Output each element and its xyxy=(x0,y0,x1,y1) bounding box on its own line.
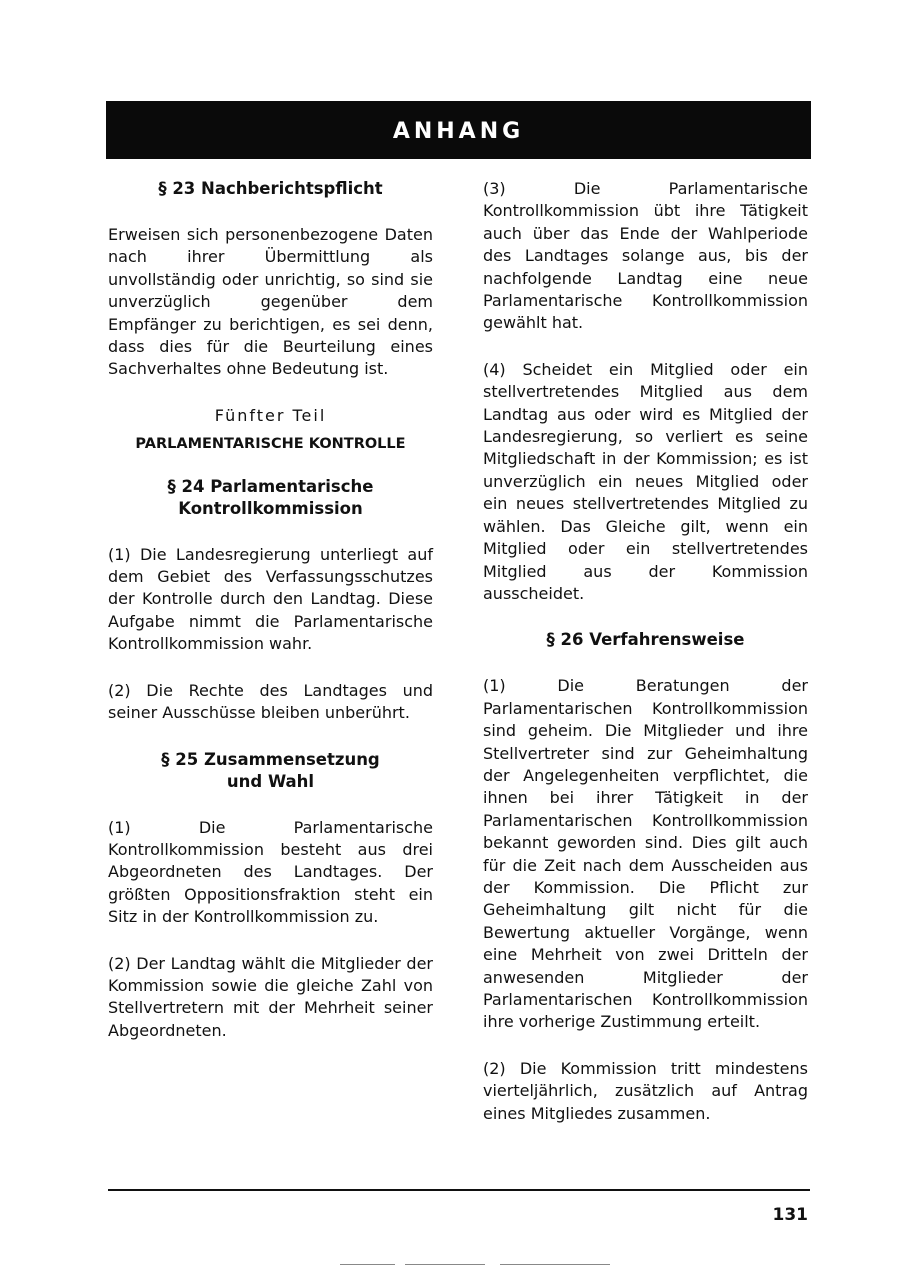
footer-divider xyxy=(108,1189,810,1191)
s25-paragraph-3: (3) Die Parlamentarische Kontrollkommission übt ihre Tätigkeit auch über das Ende der Wahlperiode des Landtages solange aus, bis der nachfolgende Landtag eine neue Parlamentarische Kontrollkommission gewählt hat. xyxy=(483,179,808,333)
s24-heading-line2: Kontrollkommission xyxy=(178,498,363,518)
right-column xyxy=(483,178,808,1125)
s23-text: Erweisen sich personenbezogene Daten nach ihrer Übermittlung als unvollständig oder unrichtig, so sind sie unverzüglich gegenüber dem Empfänger zu berichtigen, es sei denn, dass dies für die Beurteilung eines Sachverhaltes ohne Bedeutung ist. xyxy=(108,225,433,379)
scan-edge-line xyxy=(340,1264,395,1265)
page-number: 131 xyxy=(772,1205,808,1225)
s24-heading-line1: § 24 Parlamentarische xyxy=(167,476,374,496)
s25-heading-line1: § 25 Zusammensetzung xyxy=(161,749,380,769)
s25-paragraph-1: (1) Die Parlamentarische Kontrollkommission besteht aus drei Abgeordneten des Landtages. Der größten Oppositionsfraktion steht ein Sitz in der Kontrollkommission zu. xyxy=(108,817,433,927)
part-title: PARLAMENTARISCHE KONTROLLE xyxy=(135,436,406,453)
s25-heading-line2: und Wahl xyxy=(226,771,315,791)
s26-paragraph-2: (2) Die Kommission tritt mindestens vierteljährlich, zusätzlich auf Antrag eines Mitgliedes zusammen. xyxy=(483,1058,808,1123)
scan-edge-line xyxy=(500,1264,610,1265)
s25-paragraph-4: (4) Scheidet ein Mitglied oder ein stellvertretendes Mitglied aus dem Landtag aus oder wird es Mitglied der Landesregierung, so verliert es seine Mitgliedschaft in der Kommission; es ist unverzüglich ein neues Mitglied oder ein neues stellvertretendes Mitglied zu wählen. Das Gleiche gilt, wenn ein Mitglied oder ein stellvertretendes Mitglied aus der Kommission ausscheidet. xyxy=(483,359,808,603)
s24-paragraph-1: (1) Die Landesregierung unterliegt auf dem Gebiet des Verfassungsschutzes der Kontrolle durch den Landtag. Diese Aufgabe nimmt die Parlamentarische Kontrollkommission wahr. xyxy=(108,544,433,654)
part-label: Fünfter Teil xyxy=(214,405,327,425)
s24-paragraph-2: (2) Die Rechte des Landtages und seiner Ausschüsse bleiben unberührt. xyxy=(108,680,433,723)
scan-edge-line xyxy=(405,1264,485,1265)
s26-paragraph-1: (1) Die Beratungen der Parlamentarischen Kontrollkommission sind geheim. Die Mitglieder und ihre Stellvertreter sind zur Geheimhaltung der Angelegenheiten verpflichtet, die ihnen bei ihrer Tätigkeit in der Parlamentarischen Kontrollkommission bekannt geworden sind. Dies gilt auch für die Zeit nach dem Ausscheiden aus der Kommission. Die Pflicht zur Geheimhaltung gilt nicht für die Bewertung aktueller Vorgänge, wenn eine Mehrheit von zwei Dritteln der anwesenden Mitglieder der Parlamentarischen Kontrollkommission ihre vorherige Zustimmung erteilt. xyxy=(483,676,808,1032)
banner-title: ANHANG xyxy=(392,118,525,144)
left-column xyxy=(108,178,433,1042)
s23-heading: § 23 Nachberichtspflicht xyxy=(158,179,383,198)
section-banner xyxy=(106,101,811,159)
s25-paragraph-2: (2) Der Landtag wählt die Mitglieder der Kommission sowie die gleiche Zahl von Stellvertretern mit der Mehrheit seiner Abgeordneten. xyxy=(108,953,433,1040)
s26-heading: § 26 Verfahrensweise xyxy=(546,630,745,650)
